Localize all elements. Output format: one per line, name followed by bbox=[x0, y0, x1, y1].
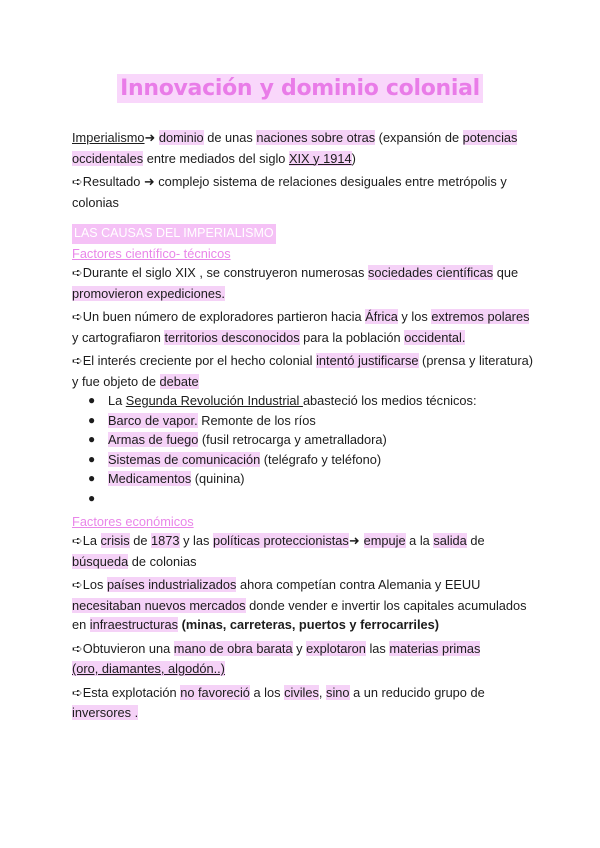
highlight: civiles bbox=[284, 684, 319, 700]
text: (quinina) bbox=[191, 471, 245, 486]
highlight: materias primas bbox=[389, 640, 481, 656]
list-item-empty bbox=[88, 489, 534, 508]
highlight: sino bbox=[326, 684, 350, 700]
text: entre mediados del siglo bbox=[143, 150, 289, 166]
highlight: naciones sobre otras bbox=[256, 130, 376, 145]
imperialismo-term: Imperialismo bbox=[72, 130, 145, 145]
hollow-arrow-icon: ➪ bbox=[72, 641, 83, 657]
text: de colonias bbox=[128, 553, 197, 569]
text: y los bbox=[397, 309, 432, 324]
highlight: Sistemas de comunicación bbox=[108, 451, 261, 467]
text: y las bbox=[179, 533, 213, 548]
bullet-icon: ● bbox=[88, 471, 96, 485]
text: (fusil retrocarga y ametralladora) bbox=[198, 432, 387, 447]
economicos-p4 bbox=[72, 683, 534, 723]
text: , bbox=[318, 684, 327, 700]
highlight: extremos polares bbox=[431, 309, 530, 324]
highlight: inversores . bbox=[72, 705, 139, 720]
text: a los bbox=[249, 684, 285, 700]
highlight: infraestructuras bbox=[89, 617, 178, 632]
text: las bbox=[365, 640, 390, 656]
text: a un reducido grupo de bbox=[349, 684, 485, 700]
text: que bbox=[496, 265, 519, 280]
highlight: África bbox=[365, 309, 398, 324]
text: ahora competían contra Alemania y EEUU bbox=[236, 577, 481, 592]
text: de bbox=[129, 533, 152, 548]
text: abasteció los medios técnicos: bbox=[302, 393, 477, 408]
text: Durante el siglo XIX , se construyeron numerosas bbox=[82, 265, 368, 280]
list-item bbox=[88, 430, 534, 450]
highlight: Medicamentos bbox=[108, 471, 192, 486]
resultado-paragraph bbox=[72, 172, 534, 212]
highlight: 1873 bbox=[151, 533, 180, 548]
cientificos-p2 bbox=[72, 307, 534, 347]
economicos-p1 bbox=[72, 531, 534, 571]
highlight: búsqueda bbox=[72, 553, 129, 569]
text: Esta explotación bbox=[82, 684, 181, 700]
highlight: XIX y 1914 bbox=[288, 150, 352, 166]
title-wrap bbox=[0, 74, 600, 103]
list-item bbox=[88, 411, 534, 431]
list-item bbox=[88, 469, 534, 489]
list-item bbox=[88, 391, 534, 411]
highlight: países industrializados bbox=[106, 577, 237, 592]
bullet-icon: ● bbox=[88, 393, 96, 407]
text: de unas bbox=[203, 130, 257, 145]
bold-text: (minas, carreteras, puertos y ferrocarriles) bbox=[181, 617, 440, 632]
highlight: políticas proteccionistas bbox=[212, 533, 349, 548]
text: ➜ bbox=[348, 534, 364, 549]
highlight: dominio bbox=[158, 130, 204, 145]
text: de bbox=[466, 533, 485, 548]
hollow-arrow-icon: ➪ bbox=[72, 685, 83, 701]
highlight: territorios desconocidos bbox=[164, 329, 300, 345]
cientificos-p1 bbox=[72, 263, 534, 303]
text: ) bbox=[351, 150, 356, 166]
highlight: explotaron bbox=[306, 640, 366, 656]
text: donde vender e invertir los capitales acumulados en bbox=[72, 597, 527, 632]
text: Un buen número de exploradores partieron hacia bbox=[82, 309, 366, 324]
highlight: (oro, diamantes, algodón..) bbox=[72, 661, 225, 676]
highlight: intentó justificarse bbox=[316, 353, 419, 368]
subheading-cientificos: Factores científico- técnicos bbox=[72, 245, 231, 261]
highlight: promovieron expediciones. bbox=[72, 285, 225, 301]
text: para la población bbox=[299, 329, 405, 345]
economicos-p3 bbox=[72, 639, 534, 679]
document-body bbox=[72, 128, 534, 727]
arrow-right-icon: ➜ bbox=[144, 131, 156, 146]
text: Los bbox=[82, 577, 107, 592]
hollow-arrow-icon: ➪ bbox=[72, 354, 83, 369]
resultado-text: Resultado ➜ complejo sistema de relaciones desiguales entre metrópolis y colonias bbox=[72, 174, 507, 210]
subheading-economicos: Factores económicos bbox=[72, 513, 194, 529]
section-heading-causas: LAS CAUSAS DEL IMPERIALISMO bbox=[72, 224, 276, 244]
bullet-icon: ● bbox=[88, 432, 96, 446]
text: (telégrafo y teléfono) bbox=[260, 451, 382, 467]
highlight: empuje bbox=[363, 533, 406, 548]
hollow-arrow-icon: ➪ bbox=[72, 578, 83, 593]
highlight: potencias occidentales bbox=[72, 130, 518, 166]
hollow-arrow-icon: ➪ bbox=[72, 310, 83, 325]
text: (prensa y literatura) y fue objeto de bbox=[72, 353, 534, 389]
bullet-icon: ● bbox=[88, 412, 96, 427]
text: La bbox=[82, 533, 101, 548]
highlight: Barco de vapor. bbox=[108, 412, 198, 428]
highlight: debate bbox=[159, 373, 199, 389]
highlight: necesitaban nuevos mercados bbox=[72, 597, 246, 613]
text: La bbox=[108, 393, 126, 408]
text: (expansión de bbox=[375, 130, 460, 145]
highlight: salida bbox=[433, 533, 467, 548]
highlight: sociedades científicas bbox=[367, 265, 494, 280]
bullet-icon: ● bbox=[88, 451, 96, 466]
highlight: mano de obra barata bbox=[173, 640, 293, 656]
imperialismo-definition bbox=[72, 128, 534, 168]
page-title: Innovación y dominio colonial bbox=[117, 74, 483, 103]
hollow-arrow-icon: ➪ bbox=[72, 175, 83, 190]
highlight: Armas de fuego bbox=[108, 432, 199, 447]
bullet-icon: ● bbox=[88, 490, 96, 505]
text: Remonte de los ríos bbox=[197, 412, 316, 428]
highlight: crisis bbox=[100, 533, 130, 548]
highlight: occidental. bbox=[404, 329, 466, 345]
text: a la bbox=[405, 533, 434, 548]
text: y cartografiaron bbox=[72, 329, 165, 345]
text: El interés creciente por el hecho colonial bbox=[82, 353, 317, 368]
hollow-arrow-icon: ➪ bbox=[72, 534, 83, 549]
highlight: no favoreció bbox=[180, 684, 250, 700]
text: Obtuvieron una bbox=[82, 640, 174, 656]
list-item bbox=[88, 450, 534, 470]
hollow-arrow-icon: ➪ bbox=[72, 266, 83, 281]
text: y bbox=[292, 640, 307, 656]
cientificos-p3 bbox=[72, 351, 534, 391]
underlined-term: Segunda Revolución Industrial bbox=[125, 393, 303, 408]
economicos-p2 bbox=[72, 575, 534, 635]
technical-means-list bbox=[72, 391, 534, 508]
